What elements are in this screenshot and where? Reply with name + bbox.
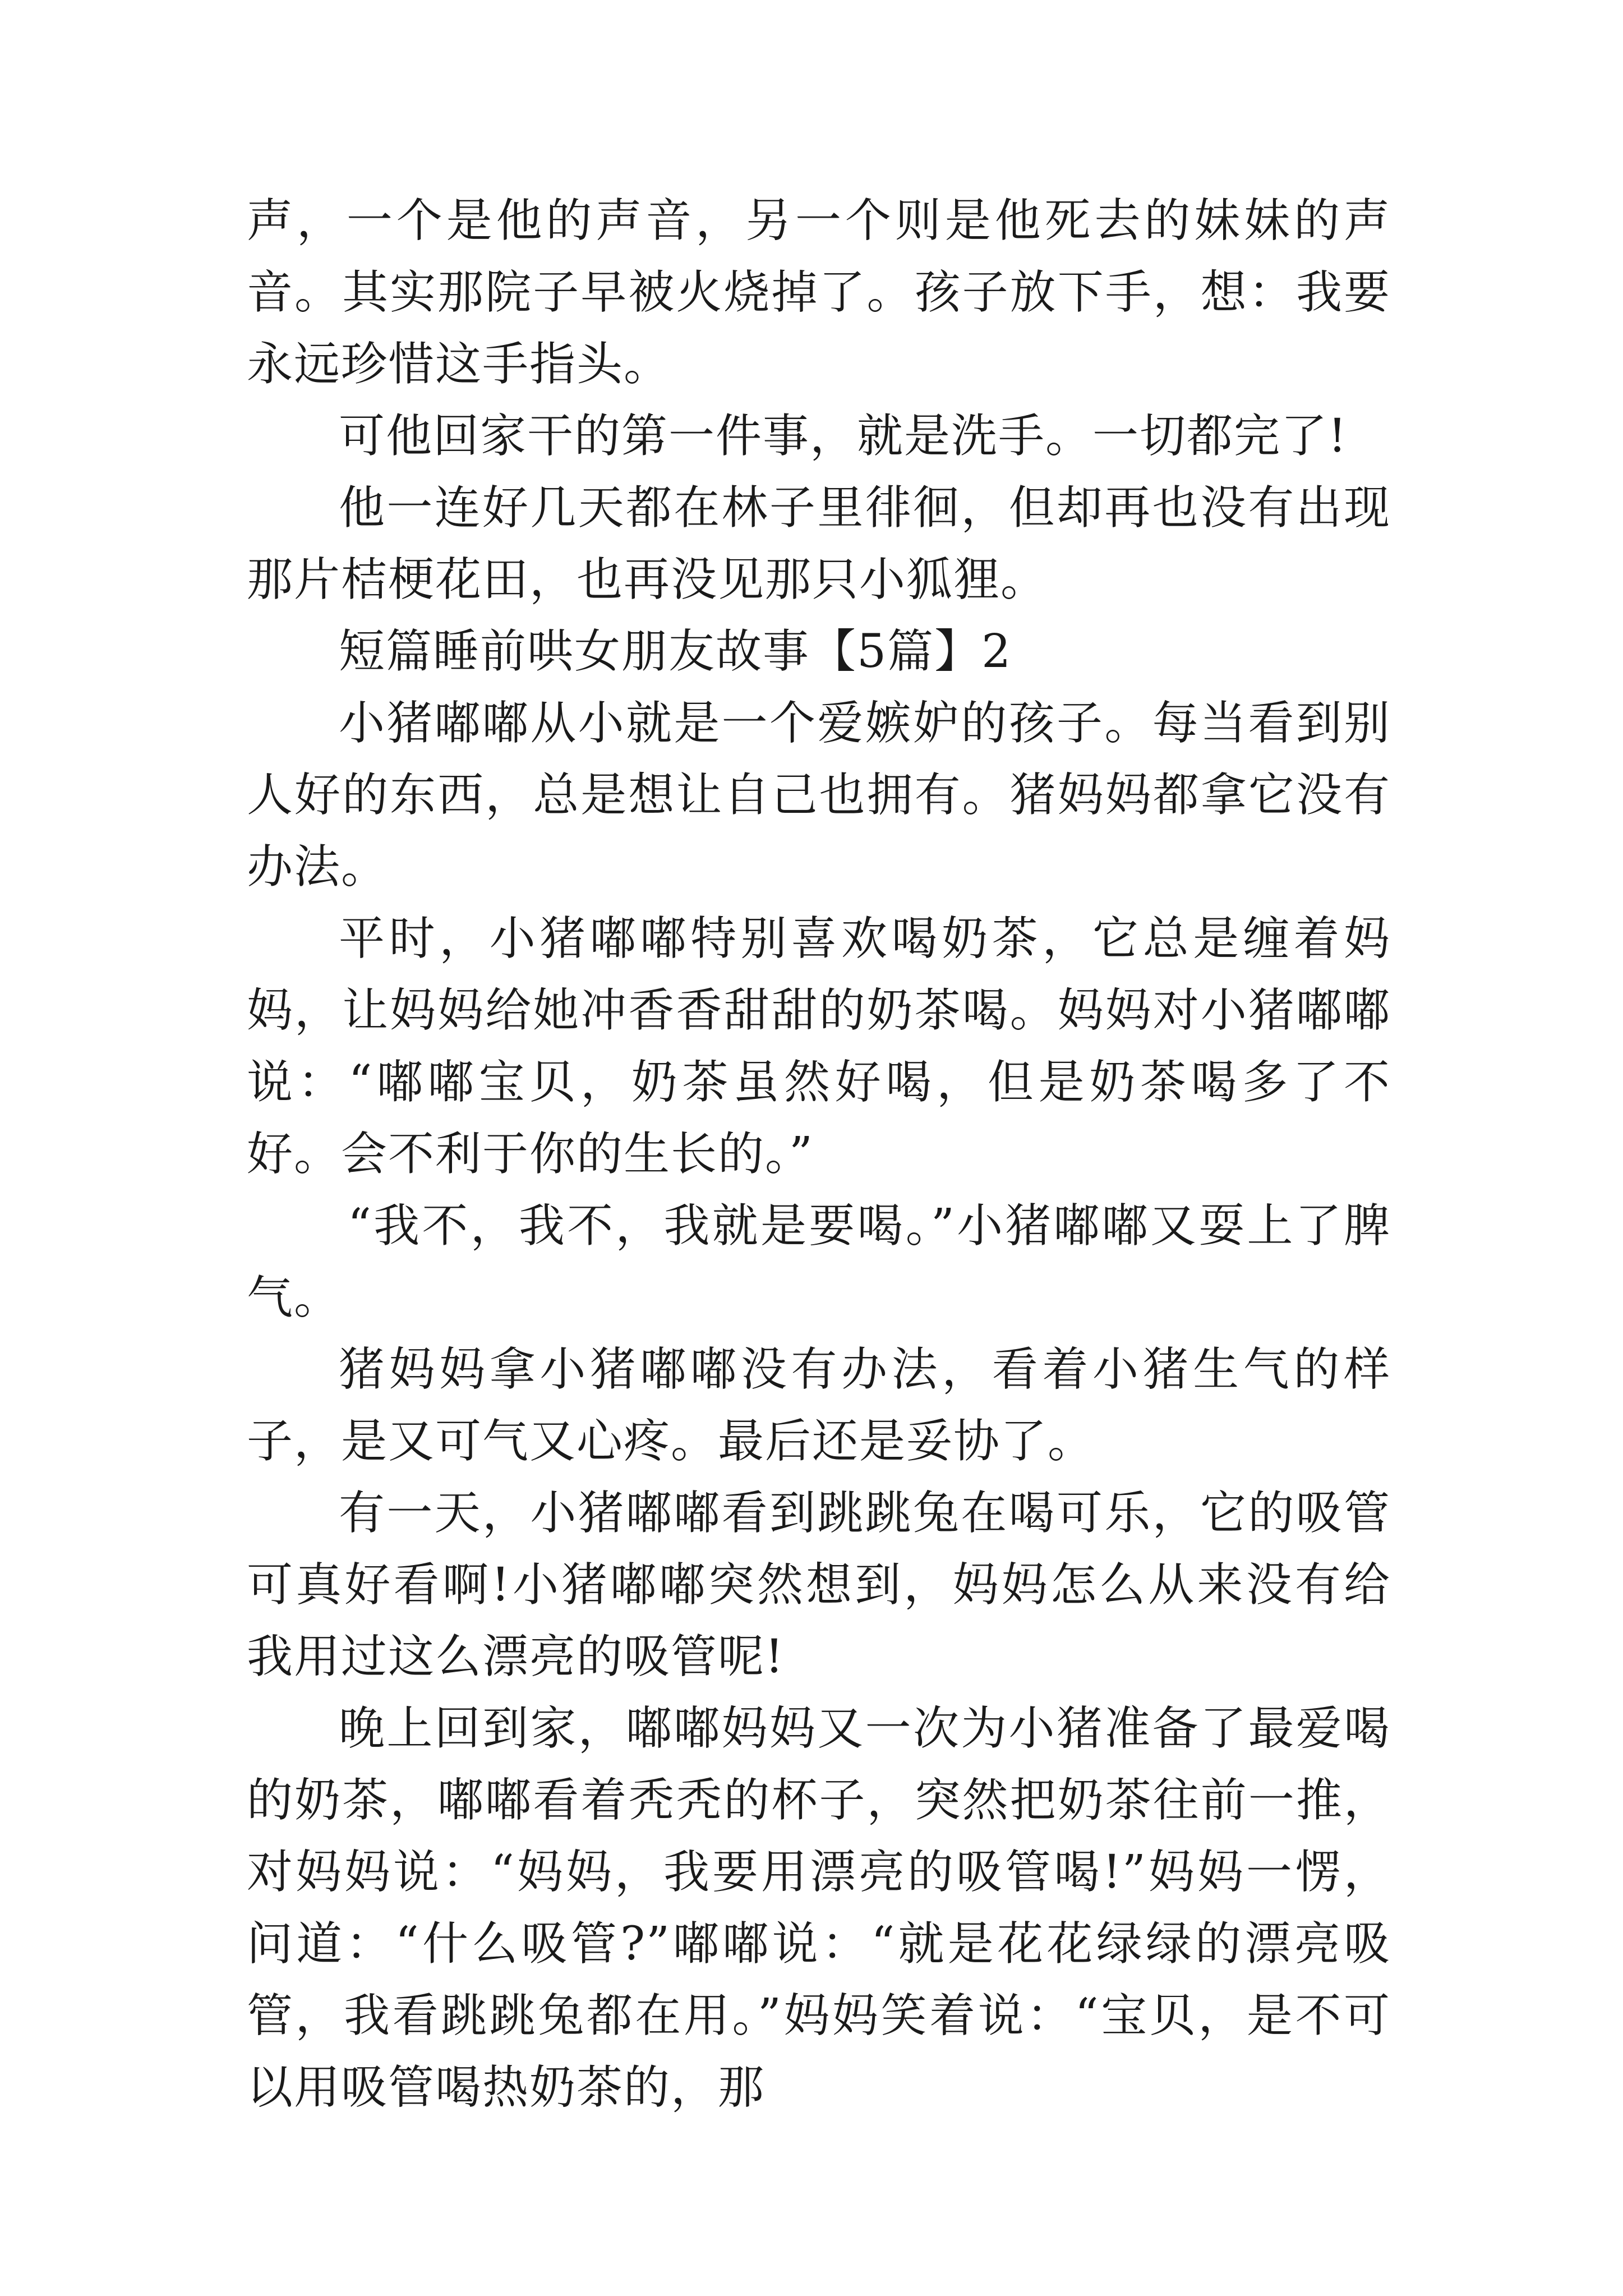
- paragraph: 晚上回到家，嘟嘟妈妈又一次为小猪准备了最爱喝的奶茶，嘟嘟看着秃秃的杯子，突然把奶茶往前一推，对妈妈说：“妈妈，我要用漂亮的吸管喝!”妈妈一愣，问道：“什么吸管?”嘟嘟说：“就是花花绿绿的漂亮吸管，我看跳跳兔都在用。”妈妈笑着说：“宝贝，是不可以用吸管喝热奶茶的，那: [247, 1702, 1391, 2114]
- paragraph: 可他回家干的第一件事，就是洗手。一切都完了!: [339, 409, 1348, 463]
- paragraph: 猪妈妈拿小猪嘟嘟没有办法，看着小猪生气的样子，是又可气又心疼。最后还是妥协了。: [247, 1343, 1391, 1468]
- paragraph: 小猪嘟嘟从小就是一个爱嫉妒的孩子。每当看到别人好的东西，总是想让自己也拥有。猪妈妈都拿它没有办法。: [247, 697, 1391, 894]
- paragraph-quote: “我不，我不，我就是要喝。”小猪嘟嘟又耍上了脾气。: [247, 1199, 1391, 1324]
- paragraph: 平时，小猪嘟嘟特别喜欢喝奶茶，它总是缠着妈妈，让妈妈给她冲香香甜甜的奶茶喝。妈妈对小猪嘟嘟说：“嘟嘟宝贝，奶茶虽然好喝，但是奶茶喝多了不好。会不利于你的生长的。”: [247, 912, 1391, 1181]
- paragraph: 他一连好几天都在林子里徘徊，但却再也没有出现那片桔梗花田，也再没见那只小狐狸。: [247, 481, 1391, 606]
- paragraph-continuation: 声，一个是他的声音，另一个则是他死去的妹妹的声音。其实那院子早被火烧掉了。孩子放下手，想：我要永远珍惜这手指头。: [247, 194, 1391, 391]
- body-text: [247, 185, 1391, 2124]
- paragraph: 有一天，小猪嘟嘟看到跳跳兔在喝可乐，它的吸管可真好看啊!小猪嘟嘟突然想到，妈妈怎么从来没有给我用过这么漂亮的吸管呢!: [247, 1487, 1391, 1683]
- section-heading: 短篇睡前哄女朋友故事【5篇】2: [339, 625, 1012, 678]
